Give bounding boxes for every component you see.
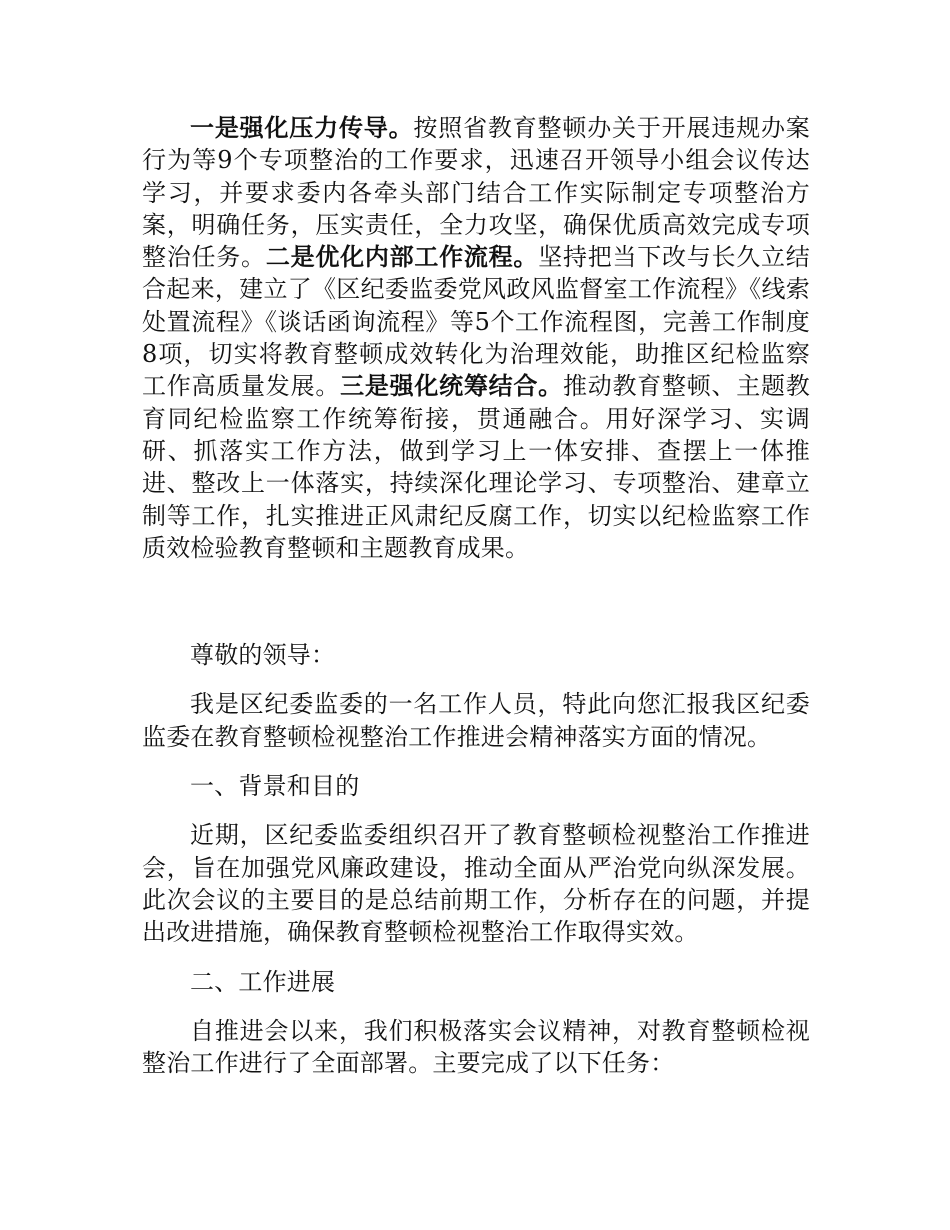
- paragraph-spacer: [142, 802, 810, 819]
- paragraph-spacer: [142, 949, 810, 966]
- salutation: 尊敬的领导：: [190, 641, 336, 670]
- bold-heading-1: 一是强化压力传导。: [190, 113, 414, 142]
- document-page: [142, 112, 810, 1079]
- paragraph-text-3: 推动教育整顿、主题教育同纪检监察工作统筹衔接，贯通融合。用好深学习、实调研、抓落实工作方法，做到学习上一体安排、查摆上一体推进、整改上一体落实，持续深化理论学习、专项整治、建章立制等工作，扎实推进正风肃纪反腐工作，切实以纪检监察工作质效检验教育整顿和主题教育成果。: [142, 372, 810, 562]
- paragraph-text-2: 坚持把当下改与长久立结合起来，建立了《区纪委监委党风政风监督室工作流程》《线索处置流程》《谈话函询流程》等5个工作流程图，完善工作制度8项，切实将教育整顿成效转化为治理效能，助推区纪检监察工作高质量发展。: [142, 243, 810, 401]
- section-spacer: [142, 564, 810, 639]
- paragraph-spacer: [142, 753, 810, 770]
- bold-heading-2: 二是优化内部工作流程。: [265, 242, 539, 272]
- section-2-title: 二、工作进展: [190, 967, 336, 996]
- section-1-body: 近期，区纪委监委组织召开了教育整顿检视整治工作推进会，旨在加强党风廉政建设，推动全面从严治党向纵深发展。此次会议的主要目的是总结前期工作，分析存在的问题，并提出改进措施，确保教育整顿检视整治工作取得实效。: [142, 821, 810, 947]
- bold-heading-3: 三是强化统筹结合。: [340, 371, 563, 401]
- paragraph-text-1: 按照省教育整顿办关于开展违规办案行为等9个专项整治的工作要求，迅速召开领导小组会议传达学习，并要求委内各牵头部门结合工作实际制定专项整治方案，明确任务，压实责任，全力攻坚，确保优质高效完成专项整治任务。: [142, 114, 810, 272]
- intro-paragraph: 我是区纪委监委的一名工作人员，特此向您汇报我区纪委监委在教育整顿检视整治工作推进会精神落实方面的情况。: [142, 690, 810, 751]
- section-2-body: 自推进会以来，我们积极落实会议精神，对教育整顿检视整治工作进行了全面部署。主要完成了以下任务：: [142, 1016, 810, 1078]
- section-1-title: 一、背景和目的: [190, 772, 360, 801]
- paragraph-spacer: [142, 671, 810, 688]
- paragraph-spacer: [142, 998, 810, 1015]
- paragraph-measures: [142, 112, 810, 564]
